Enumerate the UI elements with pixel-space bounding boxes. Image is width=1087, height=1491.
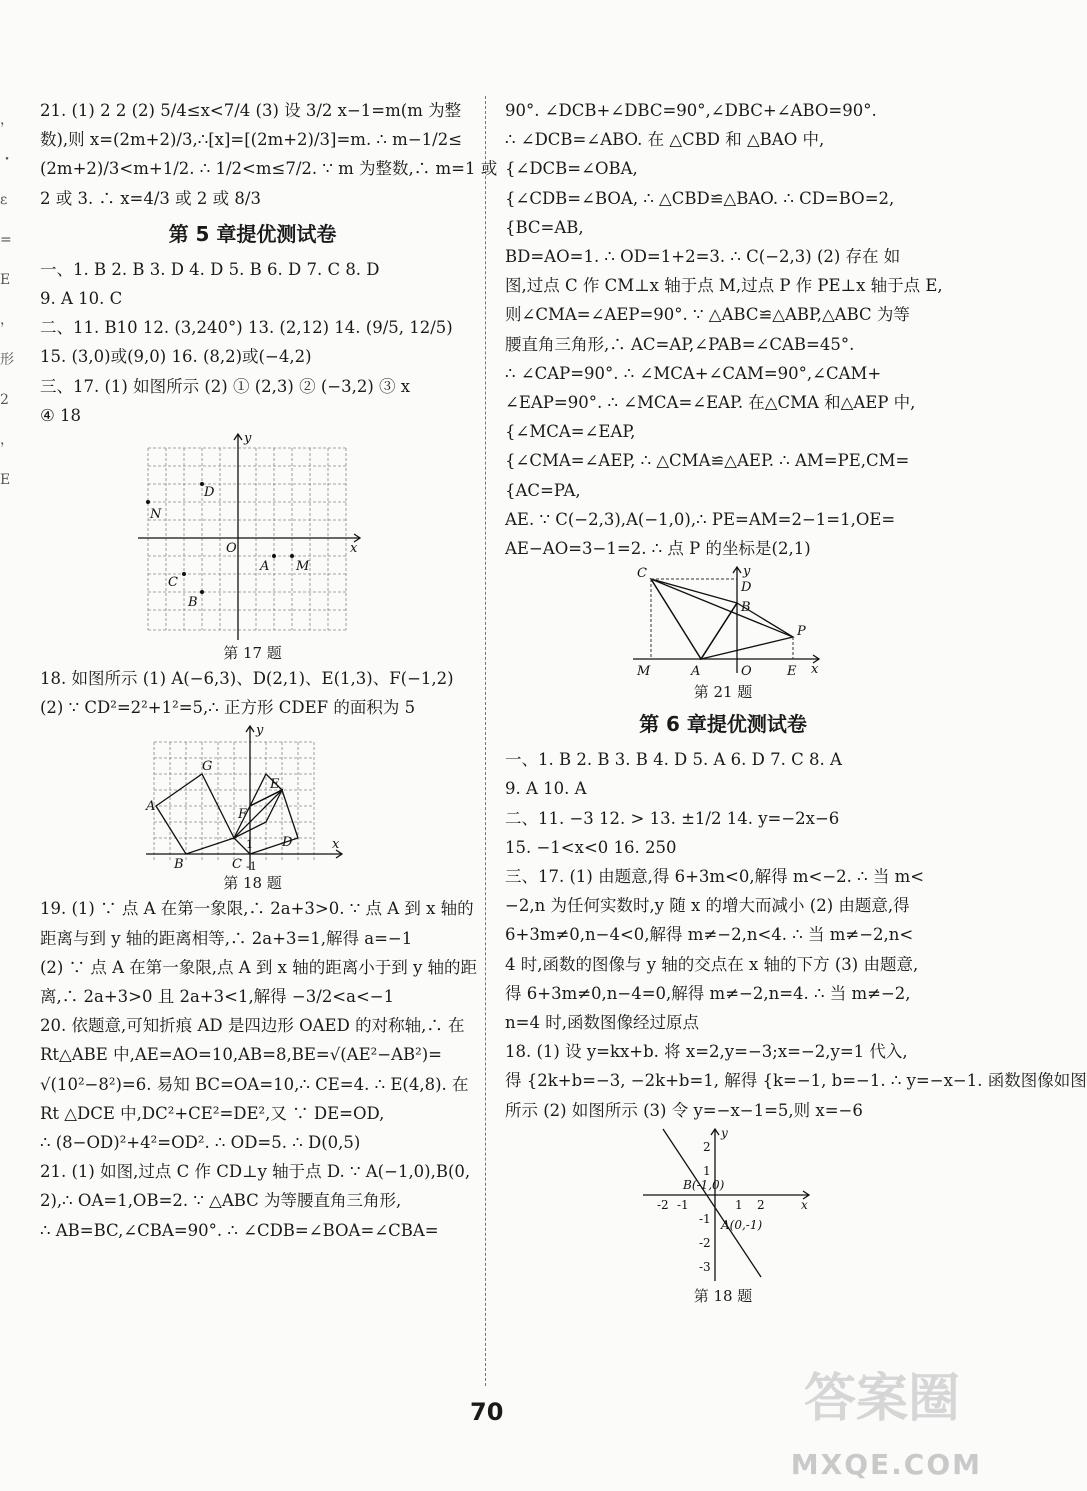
fig17-label: O — [225, 541, 237, 557]
watermark: MXQE.COM — [790, 1448, 982, 1481]
text-line: ∠EAP=90°. ∴ ∠MCA=∠EAP. 在△CMA 和△AEP 中, — [505, 393, 916, 413]
text-line: ∴ ∠DCB=∠ABO. 在 △CBD 和 △BAO 中, — [505, 130, 825, 150]
chapter6-heading: 第 6 章提优测试卷 — [639, 712, 807, 737]
text-line: −2,n 为任何实数时,y 随 x 的增大而减小 (2) 由题意,得 — [505, 896, 910, 916]
fig17-label: N — [149, 507, 161, 523]
fig18b-label: -1 — [699, 1211, 711, 1226]
fig18b-label: -3 — [699, 1259, 711, 1274]
text-line: 离,∴ 2a+3>0 且 2a+3<1,解得 −3/2<a<−1 — [40, 987, 395, 1007]
text-line: Rt△ABE 中,AE=AO=10,AB=8,BE=√(AE²−AB²)= — [40, 1045, 442, 1065]
text-line: 9. A 10. A — [505, 779, 587, 799]
fig17-label: A — [259, 559, 269, 575]
fig18-label: F — [237, 807, 247, 823]
watermark-logo: 答案圈 — [803, 1369, 960, 1429]
fig18-label: x — [331, 837, 339, 853]
text-line: {BC=AB, — [505, 217, 584, 237]
chapter5-heading: 第 5 章提优测试卷 — [168, 221, 337, 246]
text-line: (2) ∵ CD²=2²+1²=5,∴ 正方形 CDEF 的面积为 5 — [40, 698, 416, 718]
column-divider — [485, 96, 486, 1386]
fig21-label: O — [741, 664, 752, 680]
text-line: {∠MCA=∠EAP, — [505, 422, 636, 442]
fig21-label: x — [811, 662, 819, 678]
text-line: (2m+2)/3<m+1/2. ∴ 1/2<m≤7/2. ∵ m 为整数,∴ m=1 或 — [40, 159, 498, 179]
text-line: n=4 时,函数图像经过原点 — [505, 1013, 699, 1033]
text-line: {AC=PA, — [505, 480, 581, 500]
text-line: 一、1. B 2. B 3. D 4. D 5. B 6. D 7. C 8. D — [40, 259, 380, 279]
text-line: 所示 (2) 如图所示 (3) 令 y=−x−1=5,则 x=−6 — [505, 1100, 863, 1120]
fig18-caption: 第 18 题 — [223, 874, 282, 893]
text-line: 三、17. (1) 由题意,得 6+3m<0,解得 m<−2. ∴ 当 m< — [505, 867, 925, 887]
left-top-lines — [40, 96, 498, 213]
text-line: 腰直角三角形,∴ AC=AP,∠PAB=∠CAB=45°. — [505, 334, 855, 354]
text-line: 18. 如图所示 (1) A(−6,3)、D(2,1)、E(1,3)、F(−1,2) — [40, 669, 454, 689]
text-line: ∴ ∠CAP=90°. ∴ ∠MCA+∠CAM=90°,∠CAM+ — [505, 363, 882, 383]
fig18b-label: -2 — [699, 1235, 711, 1250]
text-line: 21. (1) 如图,过点 C 作 CD⊥y 轴于点 D. ∵ A(−1,0),B(0, — [40, 1162, 471, 1182]
text-line: 19. (1) ∵ 点 A 在第一象限,∴ 2a+3>0. ∵ 点 A 到 x 轴的 — [40, 899, 474, 919]
text-line: 20. 依题意,可知折痕 AD 是四边形 OAED 的对称轴,∴ 在 — [40, 1016, 465, 1036]
figure-21 — [623, 563, 823, 681]
fig18b-caption: 第 18 题 — [693, 1286, 753, 1305]
text-line: 6+3m≠0,n−4<0,解得 m≠−2,n<4. ∴ 当 m≠−2,n< — [505, 925, 914, 945]
right-mid-lines — [505, 745, 1087, 1125]
fig18-label: A — [145, 799, 155, 815]
fig18b-label: 1 — [735, 1197, 743, 1212]
fig21-label: A — [691, 664, 701, 680]
text-line: 4 时,函数的图像与 y 轴的交点在 x 轴的下方 (3) 由题意, — [505, 954, 919, 974]
fig18-label: y — [255, 723, 263, 739]
left-column — [40, 96, 498, 1245]
text-line: 图,过点 C 作 CM⊥x 轴于点 M,过点 P 作 PE⊥x 轴于点 E, — [505, 276, 943, 296]
fig18-label: D — [281, 835, 292, 851]
fig18-label: C — [231, 857, 242, 873]
fig21-label: C — [637, 566, 647, 582]
fig18b-label: 2 — [703, 1139, 711, 1154]
fig17-label: x — [349, 541, 357, 557]
text-line: AE−AO=3−1=2. ∴ 点 P 的坐标是(2,1) — [505, 539, 811, 559]
fig18b-label: 2 — [757, 1197, 765, 1212]
fig18b-label: -2 — [657, 1197, 669, 1212]
text-line: √(10²−8²)=6. 易知 BC=OA=10,∴ CE=4. ∴ E(4,8). 在 — [40, 1074, 469, 1094]
text-line: 得 {2k+b=−3, −2k+b=1, 解得 {k=−1, b=−1. ∴ y=−x−1. 函数图像如图 — [505, 1071, 1087, 1091]
fig18-label: G — [201, 759, 212, 775]
text-line: ④ 18 — [40, 405, 82, 425]
text-line: 2 或 3. ∴ x=4/3 或 2 或 8/3 — [40, 188, 261, 208]
text-line: 二、11. −3 12. > 13. ±1/2 14. y=−2x−6 — [505, 808, 840, 828]
text-line: 90°. ∠DCB+∠DBC=90°,∠DBC+∠ABO=90°. — [505, 101, 877, 120]
text-line: ∴ (8−OD)²+4²=OD². ∴ OD=5. ∴ D(0,5) — [40, 1133, 361, 1153]
fig18b-label: B(-1,0) — [683, 1177, 725, 1192]
fig21-label: P — [797, 624, 806, 640]
text-line: AE. ∵ C(−2,3),A(−1,0),∴ PE=AM=2−1=1,OE= — [505, 509, 896, 529]
fig21-label: D — [741, 580, 752, 596]
fig18-label: 1 — [245, 838, 253, 852]
text-line: 距离与到 y 轴的距离相等,∴ 2a+3=1,解得 a=−1 — [40, 928, 413, 948]
text-line: 三、17. (1) 如图所示 (2) ① (2,3) ② (−3,2) ③ x — [40, 376, 411, 396]
fig18b-label: 1 — [703, 1163, 711, 1178]
page-number: 70 — [470, 1398, 504, 1426]
fig21-label: B — [741, 600, 751, 616]
fig21-label: M — [637, 664, 651, 680]
fig21-label: E — [787, 664, 797, 680]
fig17-label: M — [295, 559, 309, 575]
fig17-label: C — [167, 575, 178, 591]
fig21-label: y — [743, 564, 751, 580]
text-line: 15. −1<x<0 16. 250 — [505, 837, 677, 857]
page-edge-marks: ， ・ ε = E ， 形 2 ， E — [0, 112, 14, 488]
fig18-label: E — [269, 777, 279, 793]
left-mid-lines — [40, 255, 465, 430]
fig18b-label: -1 — [677, 1197, 689, 1212]
right-column — [505, 96, 1087, 1307]
fig18-label: B — [173, 857, 184, 873]
text-line: Rt △DCE 中,DC²+CE²=DE²,又 ∵ DE=OD, — [40, 1103, 385, 1123]
text-line: 一、1. B 2. B 3. B 4. D 5. A 6. D 7. C 8. A — [505, 750, 842, 770]
fig17-label: D — [203, 485, 214, 501]
figure-18 — [146, 722, 360, 872]
fig21-caption: 第 21 题 — [693, 683, 753, 702]
fig17-label: y — [243, 431, 251, 447]
figure-18-linear — [633, 1125, 813, 1285]
text-line: (2) ∵ 点 A 在第一象限,点 A 到 x 轴的距离小于到 y 轴的距 — [40, 957, 478, 977]
left-bottom-lines — [40, 894, 478, 1244]
fig17-caption: 第 17 题 — [223, 644, 282, 663]
right-top-lines — [505, 96, 941, 563]
text-line: {∠CDB=∠BOA, ∴ △CBD≌△BAO. ∴ CD=BO=2, — [505, 188, 895, 208]
text-line: 数),则 x=(2m+2)/3,∴[x]=[(2m+2)/3]=m. ∴ m−1/2≤ — [40, 130, 463, 150]
text-line: 9. A 10. C — [40, 289, 123, 309]
text-line: 21. (1) 2 2 (2) 5/4≤x<7/4 (3) 设 3/2 x−1=m(m 为整 — [40, 101, 462, 120]
fig18b-label: A(0,-1) — [721, 1217, 763, 1232]
text-line: {∠DCB=∠OBA, — [505, 159, 638, 179]
text-line: 2),∴ OA=1,OB=2. ∵ △ABC 为等腰直角三角形, — [40, 1191, 402, 1211]
text-line: 15. (3,0)或(9,0) 16. (8,2)或(−4,2) — [40, 347, 312, 367]
fig18b-label: y — [721, 1125, 728, 1140]
text-line: BD=AO=1. ∴ OD=1+2=3. ∴ C(−2,3) (2) 存在 如 — [505, 247, 901, 267]
text-line: 二、11. B10 12. (3,240°) 13. (2,12) 14. (9/5, 12/5) — [40, 318, 453, 338]
text-line: ∴ AB=BC,∠CBA=90°. ∴ ∠CDB=∠BOA=∠CBA= — [40, 1220, 439, 1240]
fig17-label: B — [187, 595, 198, 611]
fig18-label: -1 — [245, 860, 257, 874]
text-line: {∠CMA=∠AEP, ∴ △CMA≌△AEP. ∴ AM=PE,CM= — [505, 451, 910, 471]
text-line: 则∠CMA=∠AEP=90°. ∵ △ABC≌△ABP,△ABC 为等 — [505, 305, 910, 325]
text-line: 18. (1) 设 y=kx+b. 将 x=2,y=−3;x=−2,y=1 代入, — [505, 1042, 908, 1062]
text-line: 得 6+3m≠0,n−4=0,解得 m≠−2,n=4. ∴ 当 m≠−2, — [505, 983, 911, 1003]
figure-17 — [138, 430, 368, 642]
fig18b-label: x — [801, 1197, 808, 1212]
